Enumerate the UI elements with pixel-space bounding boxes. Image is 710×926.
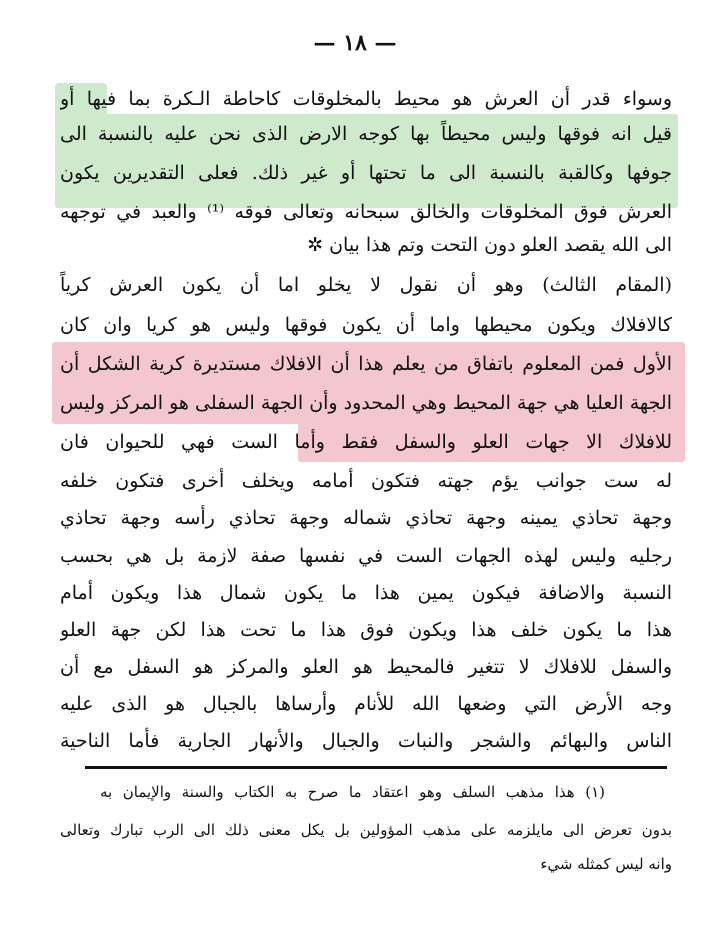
- footnote-line-2: بدون تعرض الى مايلزمه على مذهب المؤولين بل يكل معنى ذلك الى الرب تبارك وتعالى: [60, 821, 672, 839]
- footnote-line-3: وانه ليس كمثله شيء: [540, 855, 672, 873]
- body-line-3: جوفها وكالقبة بالنسبة الى ما تحتها أو غير ذلك. فعلى التقديرين يكون: [60, 162, 672, 184]
- body-line-12: وجهة تحاذي يمينه وجهة تحاذي شماله وجهة تحاذي رأسه وجهة تحاذي: [60, 507, 672, 529]
- body-line-13: رجليه وليس لهذه الجهات الست في نفسها صفة لازمة بل هي بحسب: [60, 545, 672, 567]
- body-line-5: الى الله يقصد العلو دون التحت وتم هذا بيان ✲: [307, 234, 672, 256]
- body-line-16: والسفل للافلاك لا تتغير فالمحيط هو العلو والمركز هو السفل مع أن: [60, 656, 672, 678]
- footnote-line-1: (١) هذا مذهب السلف وهو اعتقاد ما صرح به الكتاب والسنة والإيمان به: [100, 783, 605, 801]
- body-line-11: له ست جوانب يؤم جهته فتكون أمامه ويخلف أخرى فتكون خلفه: [60, 470, 672, 492]
- body-line-18: الناس والبهائم والشجر والنبات والجبال والأنهار الجارية فأما الناحية: [60, 730, 672, 752]
- body-line-14: النسبة والاضافة فيكون يمين هذا ما يكون شمال هذا ويكون أمام: [60, 582, 672, 604]
- body-line-2: قيل انه فوقها وليس محيطاً بها كوجه الارض الذى نحن عليه بالنسبة الى: [60, 123, 672, 145]
- body-line-15: هذا ما يكون خلف هذا ويكون فوق هذا ما تحت هذا لكن جهة العلو: [60, 619, 672, 641]
- body-line-1: وسواء قدر أن العرش هو محيط بالمخلوقات كاحاطة الـكرة بما فيها أو: [60, 88, 672, 110]
- body-line-17: وجه الأرض التي وضعها الله للأنام وأرساها بالجبال هو الذى عليه: [60, 693, 672, 715]
- footnote-separator: [85, 766, 667, 769]
- body-line-6: (المقام الثالث) وهو أن نقول لا يخلو اما أن يكون العرش كرياً: [60, 274, 672, 296]
- page-number-header: — ١٨ —: [313, 30, 397, 56]
- body-line-10: للافلاك الا جهات العلو والسفل فقط وأما الست فهي للحيوان فان: [60, 431, 672, 453]
- body-line-8: الأول فمن المعلوم باتفاق من يعلم هذا أن الافلاك مستديرة كرية الشكل أن: [60, 353, 672, 375]
- body-line-4: العرش فوق المخلوقات والخالق سبحانه وتعالى فوقه ⁽¹⁾ والعبد في توجهه: [60, 201, 672, 223]
- body-line-7: كالافلاك ويكون محيطها واما أن يكون فوقها وليس هو كريا وان كان: [60, 314, 672, 336]
- body-line-9: الجهة العليا هي جهة المحيط وهي المحدود وأن الجهة السفلى هو المركز وليس: [60, 392, 672, 414]
